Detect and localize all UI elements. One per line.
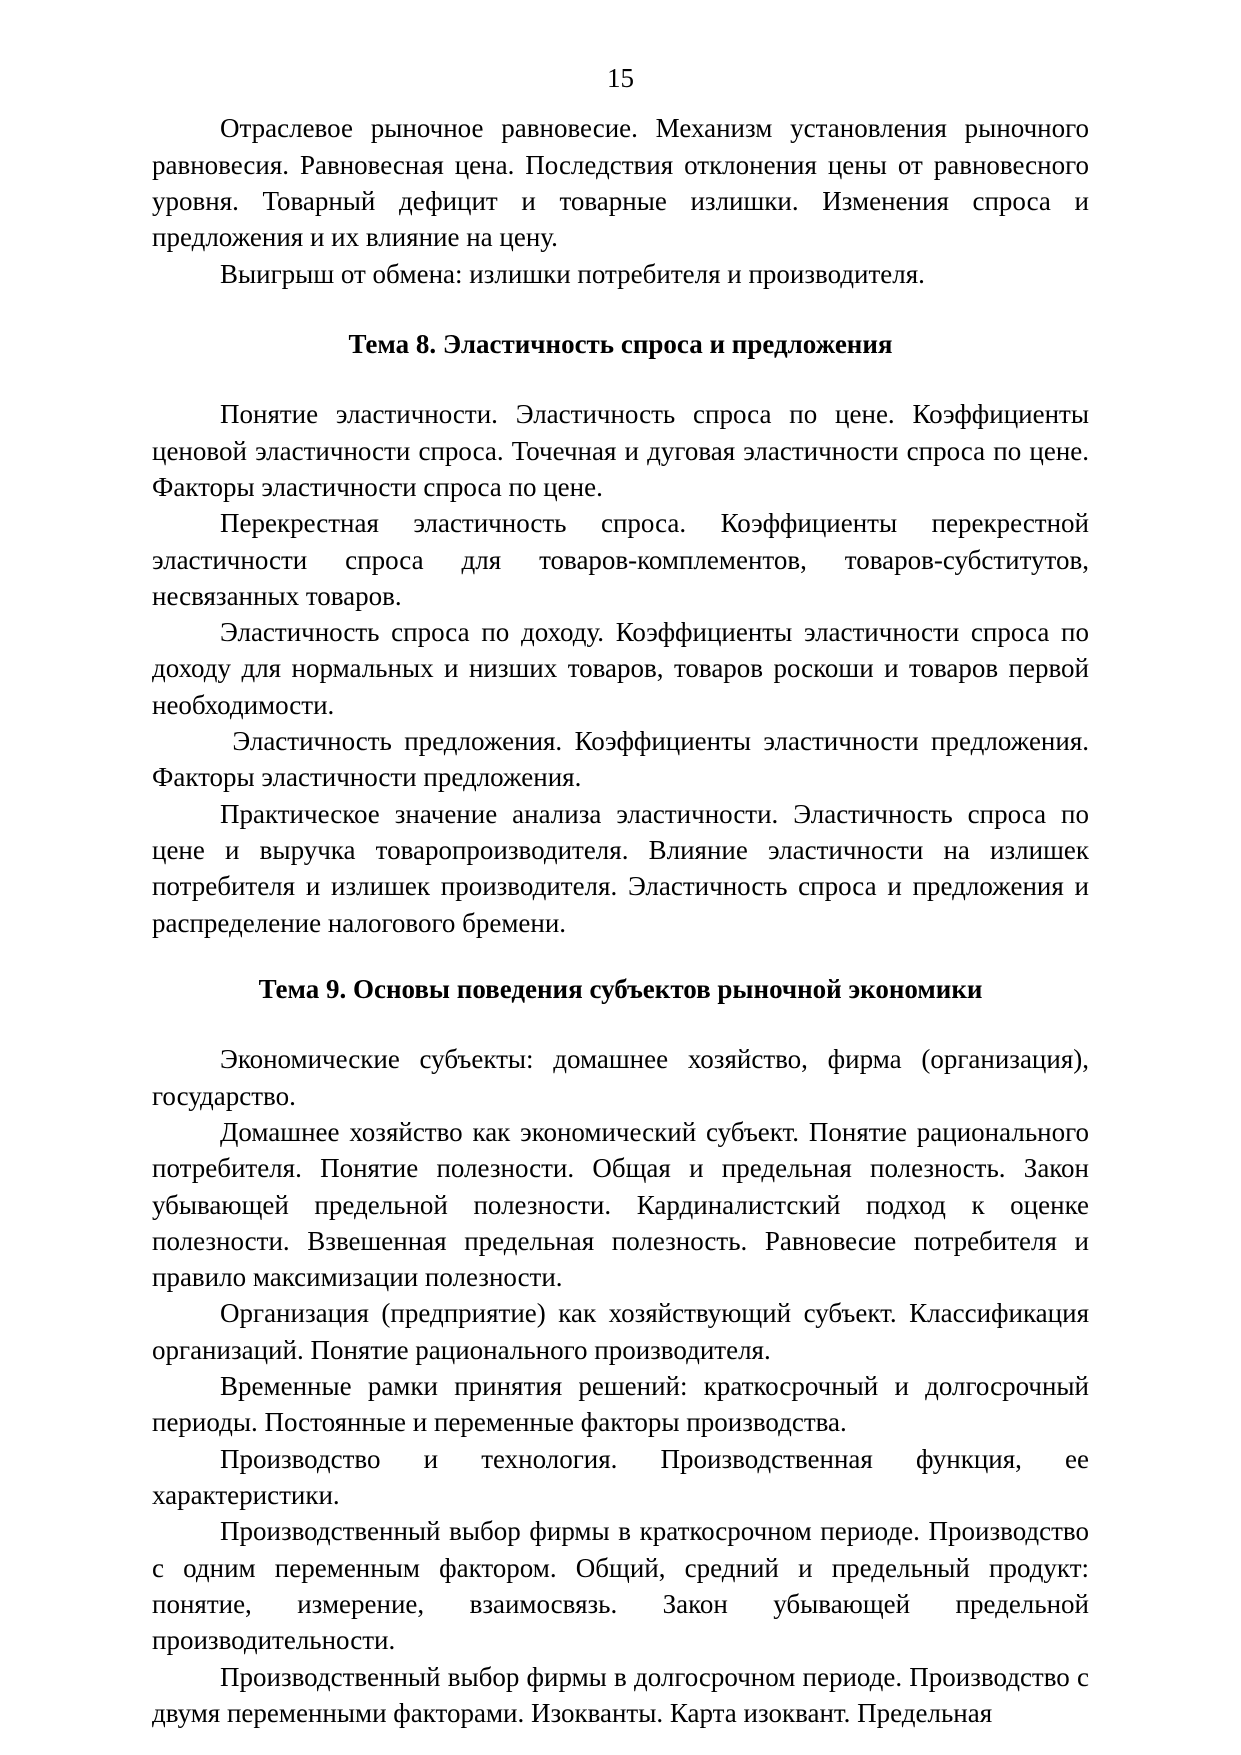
paragraph-text: Эластичность предложения. Коэффициенты эластичности предложения. Факторы эластичности предложения. — [152, 726, 1089, 793]
page-number: 15 — [607, 63, 634, 93]
paragraph-text: Производство и технология. Производственная функция, ее характеристики. — [152, 1443, 1089, 1511]
paragraph-text: Выигрыш от обмена: излишки потребителя и производителя. — [220, 258, 925, 289]
paragraph-8 — [152, 1041, 1089, 1114]
paragraph-11 — [152, 1368, 1089, 1441]
paragraph-text: Производственный выбор фирмы в долгосрочном периоде. Производство с двумя переменными факторами. Изокванты. Карта изоквант. Предельная — [152, 1661, 1089, 1728]
paragraph-4 — [152, 505, 1089, 614]
paragraph-13 — [152, 1513, 1089, 1658]
paragraph-5 — [152, 614, 1089, 723]
paragraph-9 — [152, 1114, 1089, 1296]
heading-theme-8: Тема 8. Эластичность спроса и предложения — [348, 328, 893, 359]
paragraph-text: Понятие эластичности. Эластичность спроса по цене. Коэффициенты ценовой эластичности спроса. Точечная и дуговая эластичности спроса по цене. Факторы эластичности спроса по цене. — [152, 399, 1089, 502]
paragraph-text: Экономические субъекты: домашнее хозяйство, фирма (организация), государство. — [152, 1044, 1089, 1111]
paragraph-text: Эластичность спроса по доходу. Коэффициенты эластичности спроса по доходу для нормальных и низших товаров, товаров роскоши и товаров первой необходимости. — [152, 617, 1089, 720]
paragraph-text: Домашнее хозяйство как экономический субъект. Понятие рационального потребителя. Понятие полезности. Общая и предельная полезность. Закон убывающей предельной полезности. Кардиналистский подход к оценке полезности. Взвешенная предельная полезность. Равновесие потребителя и правило максимизации полезности. — [152, 1116, 1089, 1293]
paragraph-14 — [152, 1659, 1089, 1732]
paragraph-1 — [152, 110, 1089, 255]
paragraph-text: Организация (предприятие) как хозяйствующий субъект. Классификация организаций. Понятие рационального производителя. — [152, 1298, 1089, 1365]
paragraph-10 — [152, 1295, 1089, 1368]
paragraph-6 — [152, 723, 1089, 796]
paragraph-text: Временные рамки принятия решений: краткосрочный и долгосрочный периоды. Постоянные и переменные факторы производства. — [152, 1371, 1089, 1438]
heading-theme-9: Тема 9. Основы поведения субъектов рыночной экономики — [258, 973, 983, 1004]
paragraph-2 — [152, 256, 1089, 292]
paragraph-3 — [152, 396, 1089, 505]
paragraph-text: Отраслевое рыночное равновесие. Механизм установления рыночного равновесия. Равновесная цена. Последствия отклонения цены от равновесного уровня. Товарный дефицит и товарные излишки. Изменения спроса и предложения и их влияние на цену. — [152, 113, 1089, 253]
paragraph-text: Практическое значение анализа эластичности. Эластичность спроса по цене и выручка товаропроизводителя. Влияние эластичности на излишек потребителя и излишек производителя. Эластичность спроса и предложения и распределение налогового бремени. — [152, 798, 1089, 938]
paragraph-text: Производственный выбор фирмы в краткосрочном периоде. Производство с одним переменным фактором. Общий, средний и предельный продукт: понятие, измерение, взаимосвязь. Закон убывающей предельной производительности. — [152, 1516, 1089, 1656]
paragraph-12 — [152, 1441, 1089, 1514]
paragraph-7 — [152, 796, 1089, 941]
paragraph-text: Перекрестная эластичность спроса. Коэффициенты перекрестной эластичности спроса для товаров-комплементов, товаров-субститутов, несвязанных товаров. — [152, 508, 1089, 611]
